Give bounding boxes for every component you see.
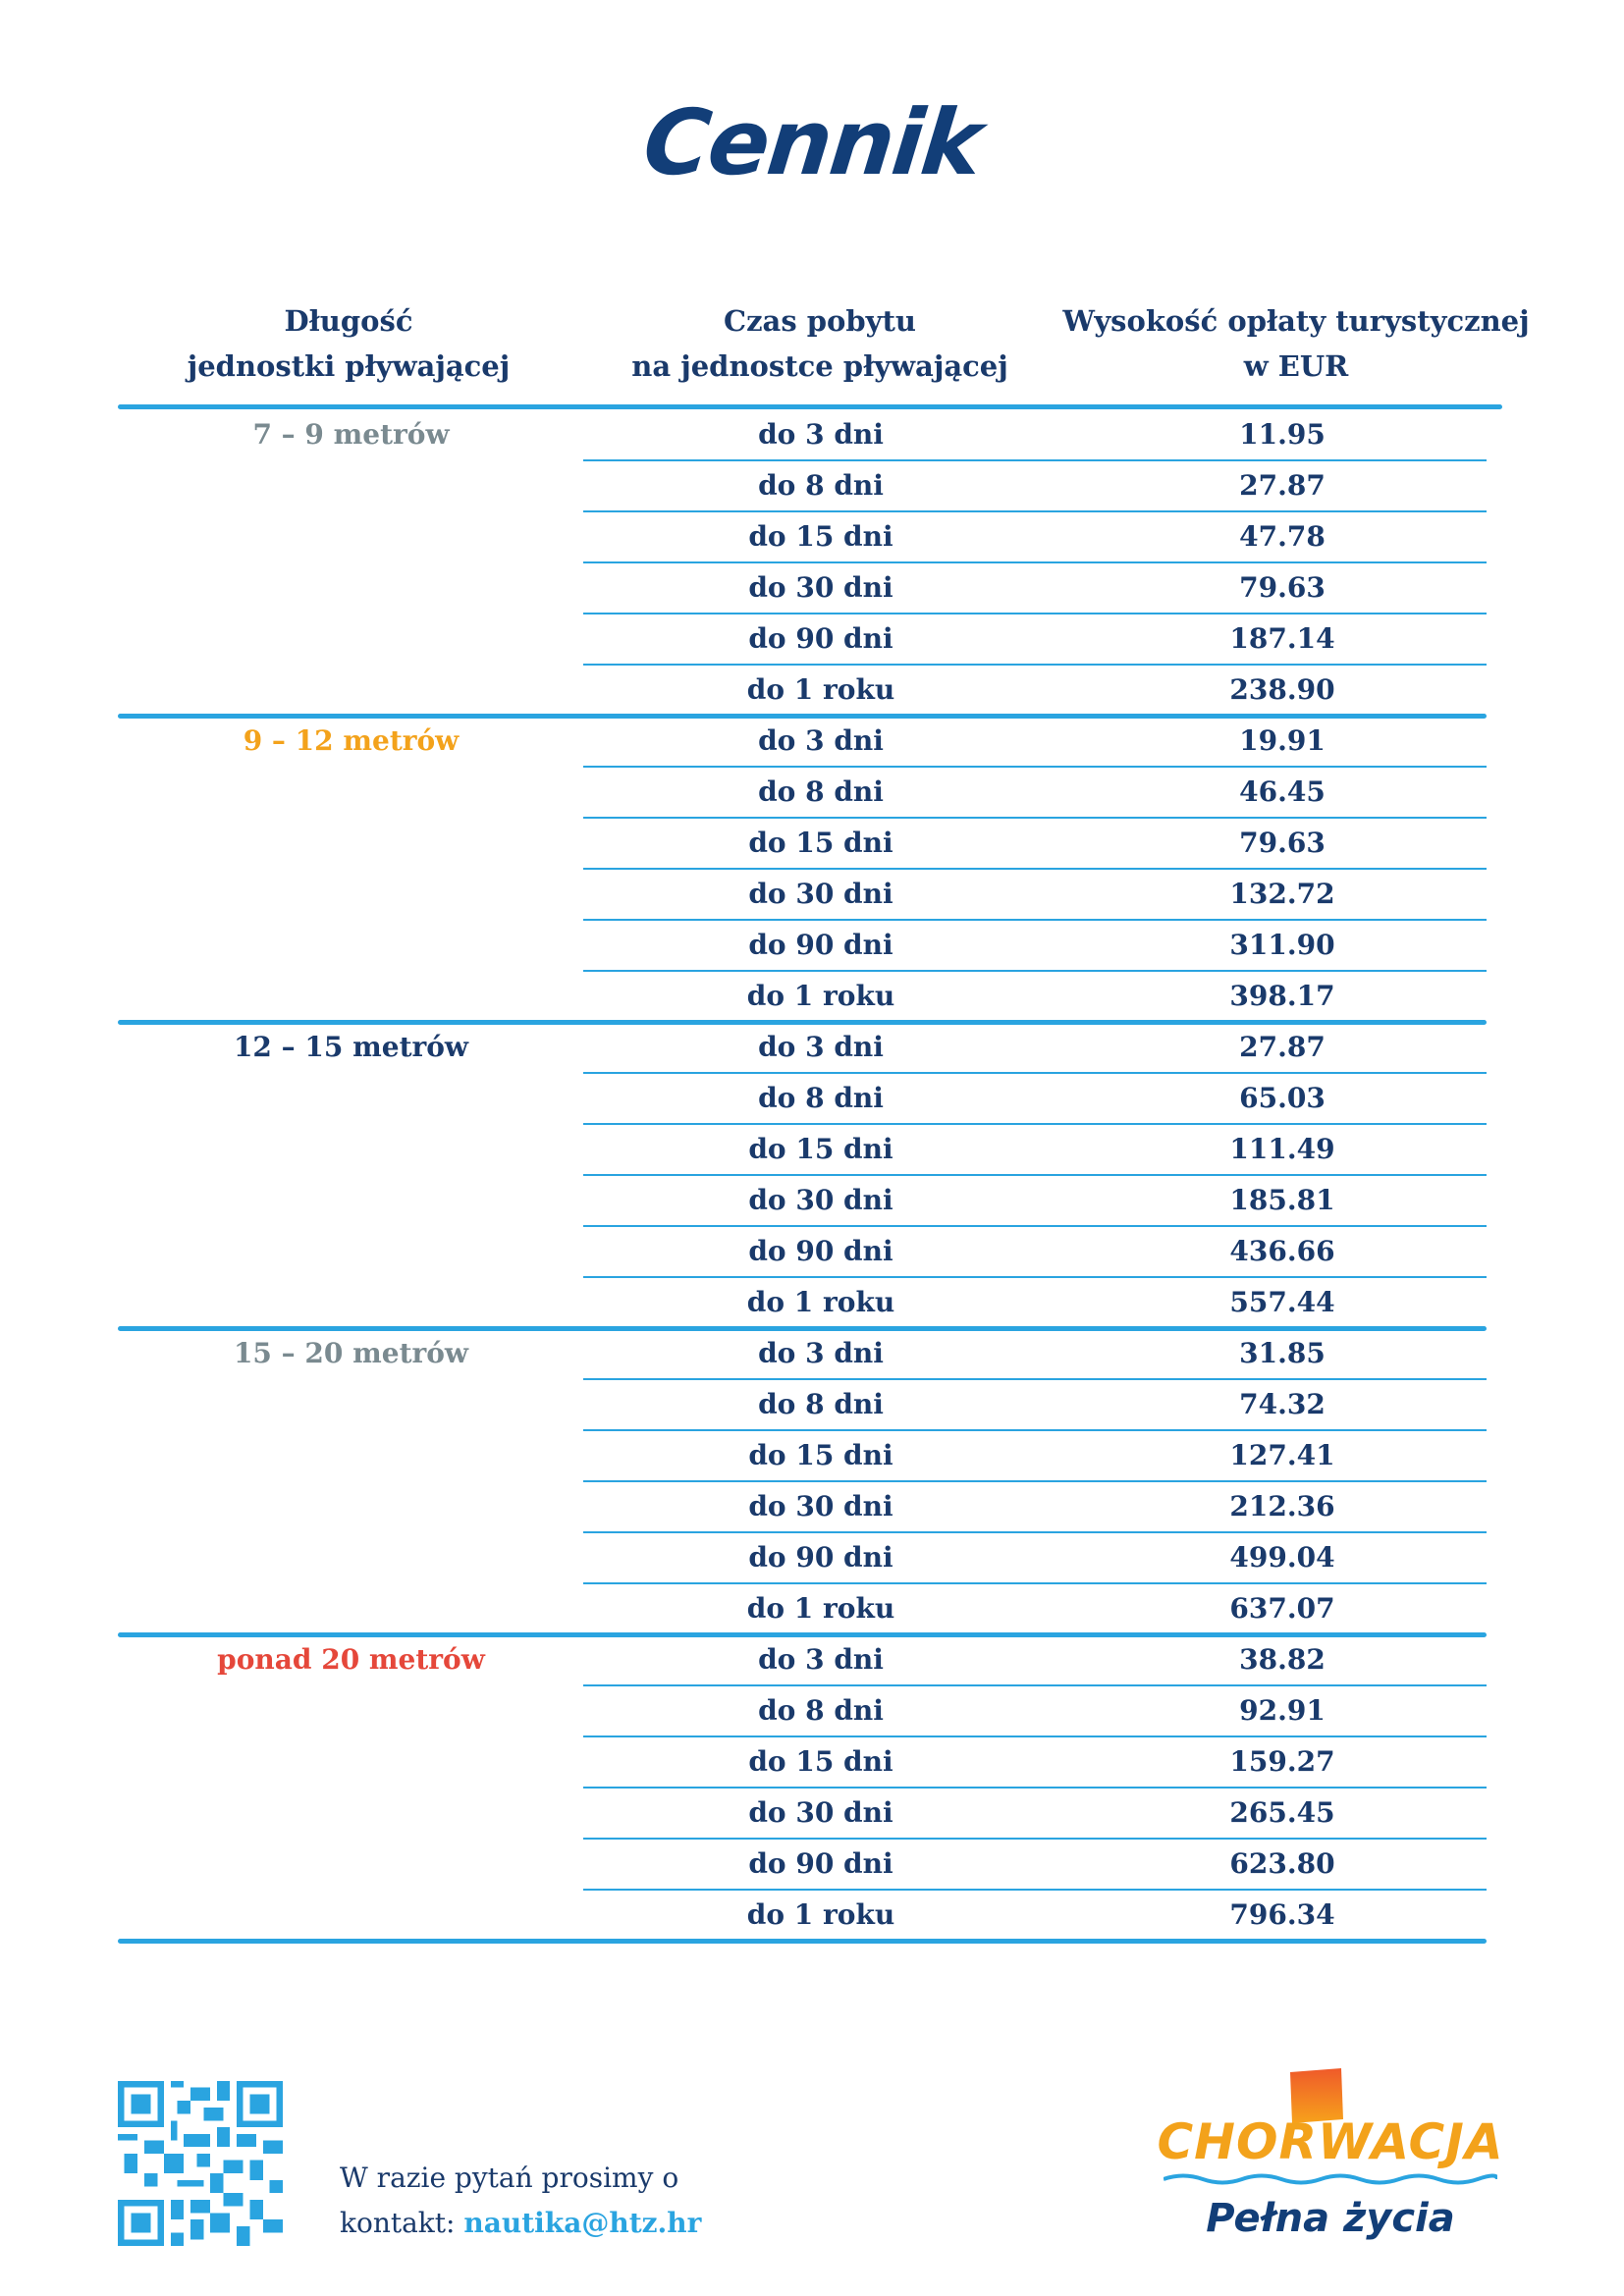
page-title: Cennik — [638, 90, 986, 195]
header-divider — [118, 404, 1502, 409]
fee-cell: 212.36 — [1229, 1490, 1335, 1522]
duration-cell: do 15 dni — [748, 1439, 893, 1471]
duration-cell: do 8 dni — [758, 775, 884, 808]
fee-cell: 31.85 — [1239, 1337, 1326, 1369]
fee-cell: 65.03 — [1239, 1082, 1326, 1114]
contact-email-link[interactable]: nautika@htz.hr — [463, 2207, 702, 2239]
contact-line1: W razie pytań prosimy o — [340, 2162, 679, 2194]
duration-cell: do 8 dni — [758, 1082, 884, 1114]
header-duration-line1: Czas pobytu — [724, 304, 916, 338]
fee-cell: 111.49 — [1229, 1133, 1335, 1165]
contact-info — [340, 2156, 701, 2246]
fee-cell: 132.72 — [1229, 878, 1335, 910]
fee-cell: 74.32 — [1239, 1388, 1326, 1420]
fee-cell: 46.45 — [1239, 775, 1326, 808]
duration-cell: do 3 dni — [758, 724, 884, 757]
fee-cell: 436.66 — [1229, 1235, 1335, 1267]
fee-cell: 311.90 — [1229, 929, 1335, 961]
fee-cell: 27.87 — [1239, 1031, 1326, 1063]
fee-cell: 27.87 — [1239, 469, 1326, 502]
duration-cell: do 15 dni — [748, 827, 893, 859]
qr-code[interactable] — [118, 2081, 283, 2246]
logo-tagline: Pełna życia — [1206, 2196, 1455, 2241]
duration-cell: do 8 dni — [758, 1388, 884, 1420]
fee-cell: 38.82 — [1239, 1643, 1326, 1676]
duration-cell: do 8 dni — [758, 469, 884, 502]
duration-cell: do 8 dni — [758, 1694, 884, 1727]
header-fee — [1051, 298, 1542, 389]
logo-wordmark: CHORWACJA — [1157, 2113, 1504, 2170]
header-length-line2: jednostki pływającej — [187, 349, 511, 383]
duration-cell: do 3 dni — [758, 1337, 884, 1369]
fee-cell: 398.17 — [1229, 980, 1335, 1012]
fee-cell: 159.27 — [1229, 1745, 1335, 1778]
duration-cell: do 30 dni — [748, 1490, 893, 1522]
duration-cell: do 1 roku — [746, 1898, 895, 1931]
contact-prefix: kontakt: — [340, 2207, 456, 2239]
duration-cell: do 90 dni — [748, 622, 893, 655]
duration-cell: do 90 dni — [748, 1847, 893, 1880]
fee-cell: 796.34 — [1229, 1898, 1335, 1931]
fee-cell: 19.91 — [1239, 724, 1326, 757]
fee-cell: 127.41 — [1229, 1439, 1335, 1471]
duration-cell: do 90 dni — [748, 929, 893, 961]
duration-cell: do 90 dni — [748, 1541, 893, 1574]
duration-cell: do 1 roku — [746, 1592, 895, 1625]
header-length — [118, 298, 579, 389]
duration-cell: do 30 dni — [748, 1184, 893, 1216]
wave-icon — [1164, 2172, 1497, 2186]
duration-cell: do 15 dni — [748, 1745, 893, 1778]
fee-cell: 499.04 — [1229, 1541, 1335, 1574]
fee-cell: 79.63 — [1239, 827, 1326, 859]
duration-cell: do 30 dni — [748, 878, 893, 910]
contact-line2 — [340, 2201, 701, 2246]
header-duration-line2: na jednostce pływającej — [631, 349, 1008, 383]
header-fee-line2: w EUR — [1243, 349, 1349, 383]
header-duration — [584, 298, 1056, 389]
fee-cell: 47.78 — [1239, 520, 1326, 553]
group-label: 12 – 15 metrów — [233, 1031, 469, 1063]
group-label: 7 – 9 metrów — [252, 418, 450, 451]
duration-cell: do 30 dni — [748, 571, 893, 604]
fee-cell: 79.63 — [1239, 571, 1326, 604]
duration-cell: do 90 dni — [748, 1235, 893, 1267]
fee-cell: 187.14 — [1229, 622, 1335, 655]
duration-cell: do 3 dni — [758, 1031, 884, 1063]
duration-cell: do 3 dni — [758, 418, 884, 451]
croatia-logo — [1154, 2066, 1507, 2272]
duration-cell: do 15 dni — [748, 520, 893, 553]
group-label: 15 – 20 metrów — [233, 1337, 469, 1369]
fee-cell: 92.91 — [1239, 1694, 1326, 1727]
group-label: ponad 20 metrów — [217, 1643, 485, 1676]
header-fee-line1: Wysokość opłaty turystycznej — [1062, 304, 1530, 338]
group-divider — [118, 1939, 1487, 1944]
duration-cell: do 15 dni — [748, 1133, 893, 1165]
duration-cell: do 1 roku — [746, 980, 895, 1012]
fee-cell: 11.95 — [1239, 418, 1326, 451]
fee-cell: 185.81 — [1229, 1184, 1335, 1216]
header-length-line1: Długość — [284, 304, 413, 338]
duration-cell: do 30 dni — [748, 1796, 893, 1829]
fee-cell: 238.90 — [1229, 673, 1335, 706]
duration-cell: do 3 dni — [758, 1643, 884, 1676]
fee-cell: 623.80 — [1229, 1847, 1335, 1880]
group-label: 9 – 12 metrów — [243, 724, 460, 757]
fee-cell: 637.07 — [1229, 1592, 1335, 1625]
duration-cell: do 1 roku — [746, 673, 895, 706]
duration-cell: do 1 roku — [746, 1286, 895, 1318]
fee-cell: 557.44 — [1229, 1286, 1335, 1318]
fee-cell: 265.45 — [1229, 1796, 1335, 1829]
